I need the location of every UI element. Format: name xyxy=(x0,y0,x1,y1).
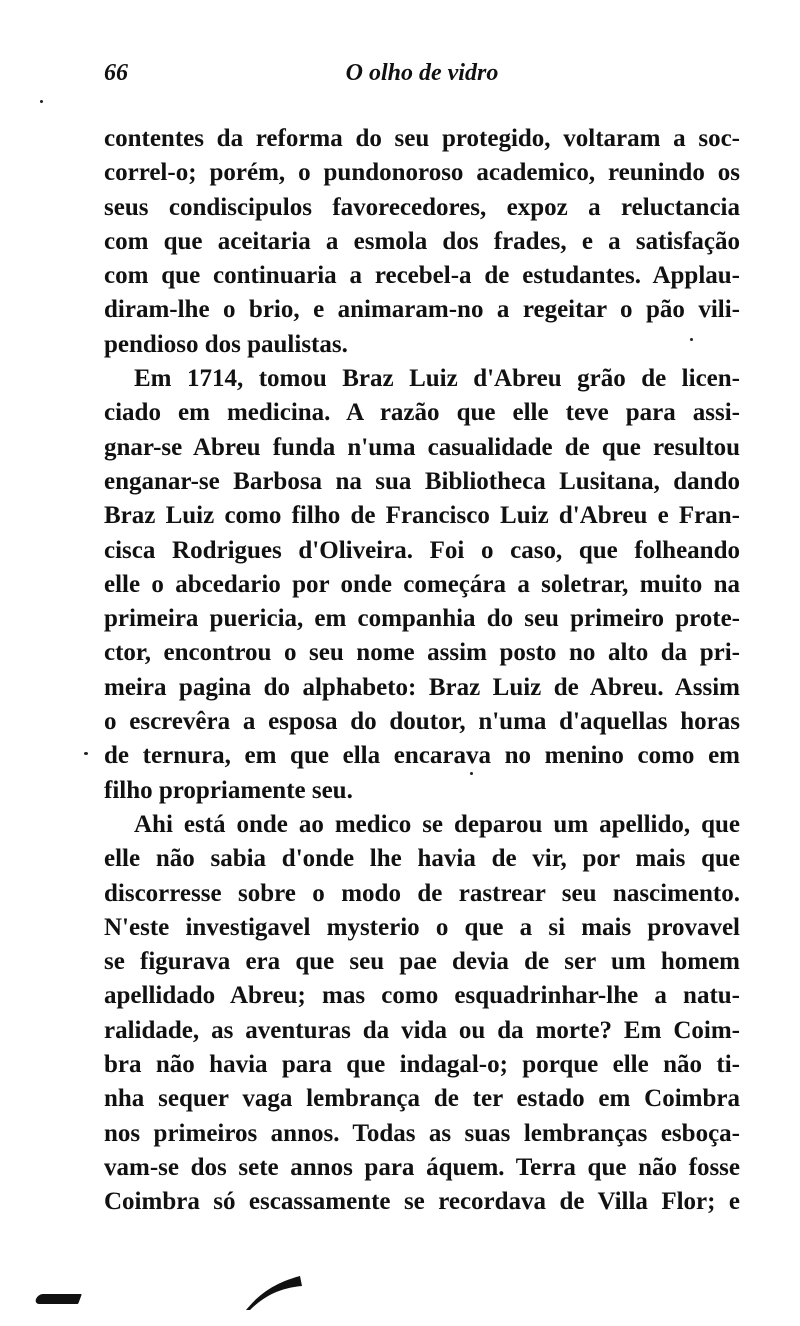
text-line: bra não havia para que indagal-o; porque elle não ti- xyxy=(104,1051,740,1079)
text-line: pendioso dos paulistas. xyxy=(104,330,348,358)
text-line: gnar-se Abreu funda n'uma casualidade de que resultou xyxy=(104,433,740,461)
text-line: primeira puericia, em companhia do seu primeiro prote- xyxy=(104,605,740,633)
text-line: de ternura, em que ella encarava no menino como em xyxy=(104,742,740,770)
text-line: nos primeiros annos. Todas as suas lembranças esboça- xyxy=(104,1119,740,1147)
text-line: nha sequer vaga lembrança de ter estado em Coimbra xyxy=(104,1085,740,1113)
ink-speck xyxy=(470,772,473,775)
text-line: ralidade, as aventuras da vida ou da morte? Em Coim- xyxy=(104,1016,740,1044)
running-title: O olho de vidro xyxy=(345,60,499,86)
page-number: 66 xyxy=(104,60,128,86)
body-text xyxy=(104,122,740,1220)
ink-smudge xyxy=(34,1294,82,1304)
ink-speck xyxy=(84,752,88,755)
text-line: filho propriamente seu. xyxy=(104,776,353,804)
page-header xyxy=(104,60,740,94)
text-line: se figurava era que seu pae devia de ser um homem xyxy=(104,948,740,976)
ink-speck xyxy=(690,338,693,341)
text-line: enganar-se Barbosa na sua Bibliotheca Lusitana, dando xyxy=(104,467,740,495)
text-line: N'este investigavel mysterio o que a si mais provavel xyxy=(104,913,740,941)
text-line: elle o abcedario por onde começára a soletrar, muito na xyxy=(104,570,740,598)
text-line: discorresse sobre o modo de rastrear seu nascimento. xyxy=(104,879,740,907)
text-line: Em 1714, tomou Braz Luiz d'Abreu grão de licen- xyxy=(134,365,740,393)
text-line: vam-se dos sete annos para áquem. Terra que não fosse xyxy=(104,1153,740,1181)
text-line: cisca Rodrigues d'Oliveira. Foi o caso, que folheando xyxy=(104,536,740,564)
text-line: com que continuaria a recebel-a de estudantes. Applau- xyxy=(104,262,740,290)
text-line: ciado em medicina. A razão que elle teve para assi- xyxy=(104,399,740,427)
text-line: ctor, encontrou o seu nome assim posto no alto da pri- xyxy=(104,639,740,667)
text-line: Coimbra só escassamente se recordava de Villa Flor; e xyxy=(104,1188,740,1216)
text-line: correl-o; porém, o pundonoroso academico, reunindo os xyxy=(104,159,740,187)
text-line: o escrevêra a esposa do doutor, n'uma d'aquellas horas xyxy=(104,708,740,736)
text-line: contentes da reforma do seu protegido, voltaram a soc- xyxy=(104,125,740,152)
ink-speck xyxy=(40,100,43,103)
text-line: seus condiscipulos favorecedores, expoz a reluctancia xyxy=(104,193,740,221)
text-line: apellidado Abreu; mas como esquadrinhar-lhe a natu- xyxy=(104,982,740,1010)
text-line: com que aceitaria a esmola dos frades, e a satisfação xyxy=(104,227,740,255)
text-line: diram-lhe o brio, e animaram-no a regeitar o pão vili- xyxy=(104,296,740,324)
ink-smudge xyxy=(244,1272,304,1312)
text-line: meira pagina do alphabeto: Braz Luiz de Abreu. Assim xyxy=(104,673,740,701)
text-line: elle não sabia d'onde lhe havia de vir, por mais que xyxy=(104,845,740,873)
text-line: Ahi está onde ao medico se deparou um apellido, que xyxy=(134,810,740,838)
text-line: Braz Luiz como filho de Francisco Luiz d'Abreu e Fran- xyxy=(104,502,740,530)
